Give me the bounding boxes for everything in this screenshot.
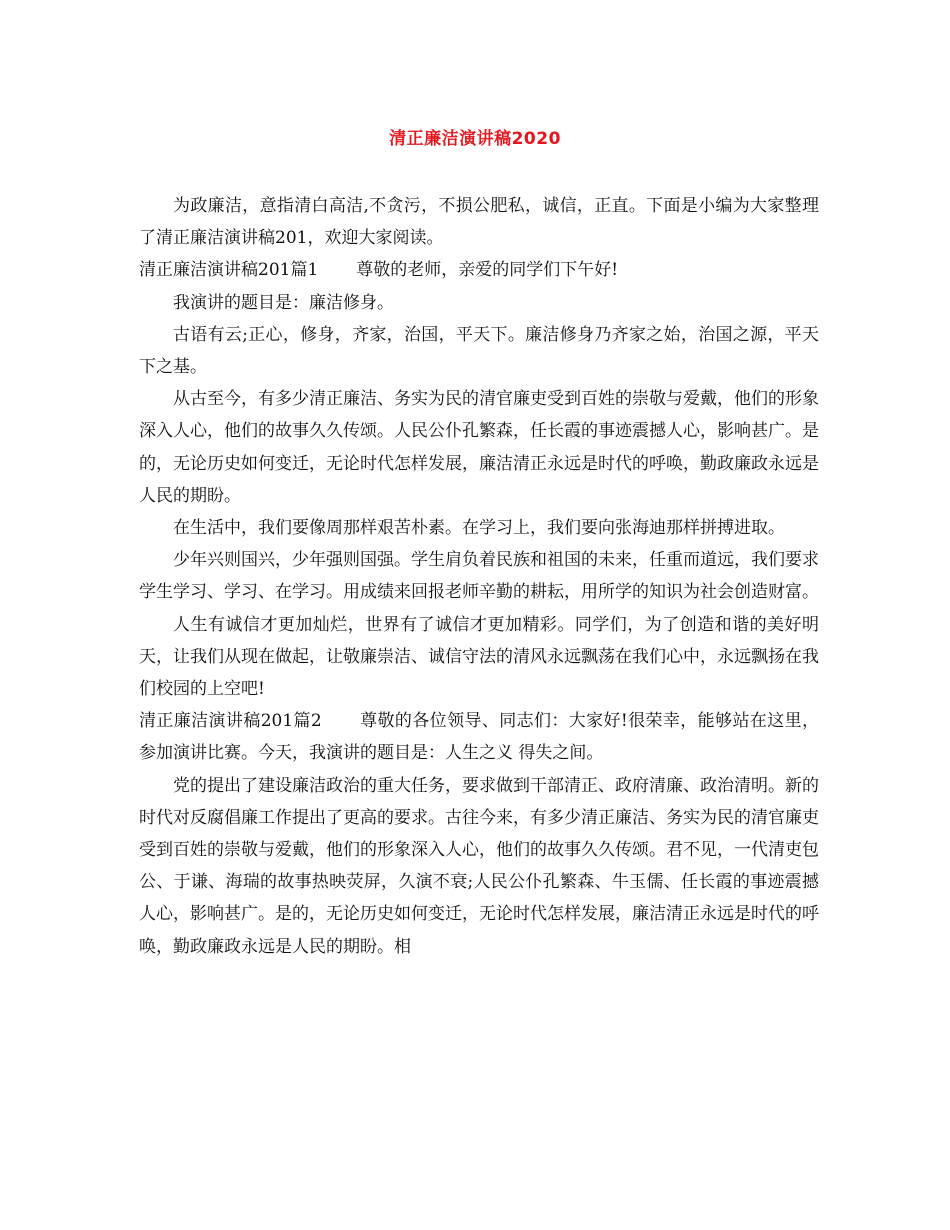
paragraph-text: 为政廉洁，意指清白高洁,不贪污，不损公肥私，诚信，正直。下面是小编为大家整理了清正廉洁演讲稿201，欢迎大家阅读。	[139, 196, 819, 249]
paragraph	[139, 287, 819, 319]
speech-heading: 清正廉洁演讲稿201篇1	[139, 260, 319, 281]
paragraph-text: 古语有云;正心，修身，齐家，治国，平天下。廉洁修身乃齐家之始，治国之源，平天下之基。	[139, 324, 819, 378]
paragraph-speech-2-header	[139, 705, 819, 769]
paragraph-intro	[139, 190, 819, 254]
paragraph	[139, 770, 819, 963]
paragraph-text: 我演讲的题目是：廉洁修身。	[173, 292, 394, 313]
paragraph	[139, 609, 819, 706]
paragraph-text: 从古至今，有多少清正廉洁、务实为民的清官廉吏受到百姓的崇敬与爱戴，他们的形象深入人心，他们的故事久久传颂。人民公仆孔繁森，任长霞的事迹震撼人心，影响甚广。是的，无论历史如何变迁，无论时代怎样发展，廉洁清正永远是时代的呼唤，勤政廉政永远是人民的期盼。	[139, 389, 819, 506]
document-body	[139, 190, 819, 963]
paragraph-speech-1-header	[139, 254, 819, 286]
paragraph-text: 尊敬的各位领导、同志们：大家好!很荣幸，能够站在这里，参加演讲比赛。今天，我演讲的题目是：人生之义 得失之间。	[139, 711, 819, 764]
paragraph-text: 在生活中，我们要像周那样艰苦朴素。在学习上，我们要向张海迪那样拼搏进取。	[173, 518, 785, 539]
document-title: 清正廉洁演讲稿2020	[389, 129, 561, 149]
paragraph-text: 尊敬的老师，亲爱的同学们下午好!	[356, 260, 619, 281]
paragraph	[139, 383, 819, 512]
paragraph-text: 少年兴则国兴，少年强则国强。学生肩负着民族和祖国的未来，任重而道远，我们要求学生学习、学习、在学习。用成绩来回报老师辛勤的耕耘，用所学的知识为社会创造财富。	[139, 550, 819, 603]
paragraph	[139, 512, 819, 544]
paragraph-text: 人生有诚信才更加灿烂，世界有了诚信才更加精彩。同学们，为了创造和谐的美好明天，让我们从现在做起，让敬廉崇洁、诚信守法的清风永远飘荡在我们心中，永远飘扬在我们校园的上空吧!	[139, 614, 819, 700]
speech-heading: 清正廉洁演讲稿201篇2	[139, 711, 322, 732]
paragraph	[139, 544, 819, 608]
paragraph	[139, 319, 819, 383]
paragraph-text: 党的提出了建设廉洁政治的重大任务，要求做到干部清正、政府清廉、政治清明。新的时代对反腐倡廉工作提出了更高的要求。古往今来，有多少清正廉洁、务实为民的清官廉吏受到百姓的崇敬与爱戴，他们的形象深入人心，他们的故事久久传颂。君不见，一代清吏包公、于谦、海瑞的故事热映荧屏，久演不衰;人民公仆孔繁森、牛玉儒、任长霞的事迹震撼人心，影响甚广。是的，无论历史如何变迁，无论时代怎样发展，廉洁清正永远是时代的呼唤，勤政廉政永远是人民的期盼。相	[139, 775, 819, 957]
